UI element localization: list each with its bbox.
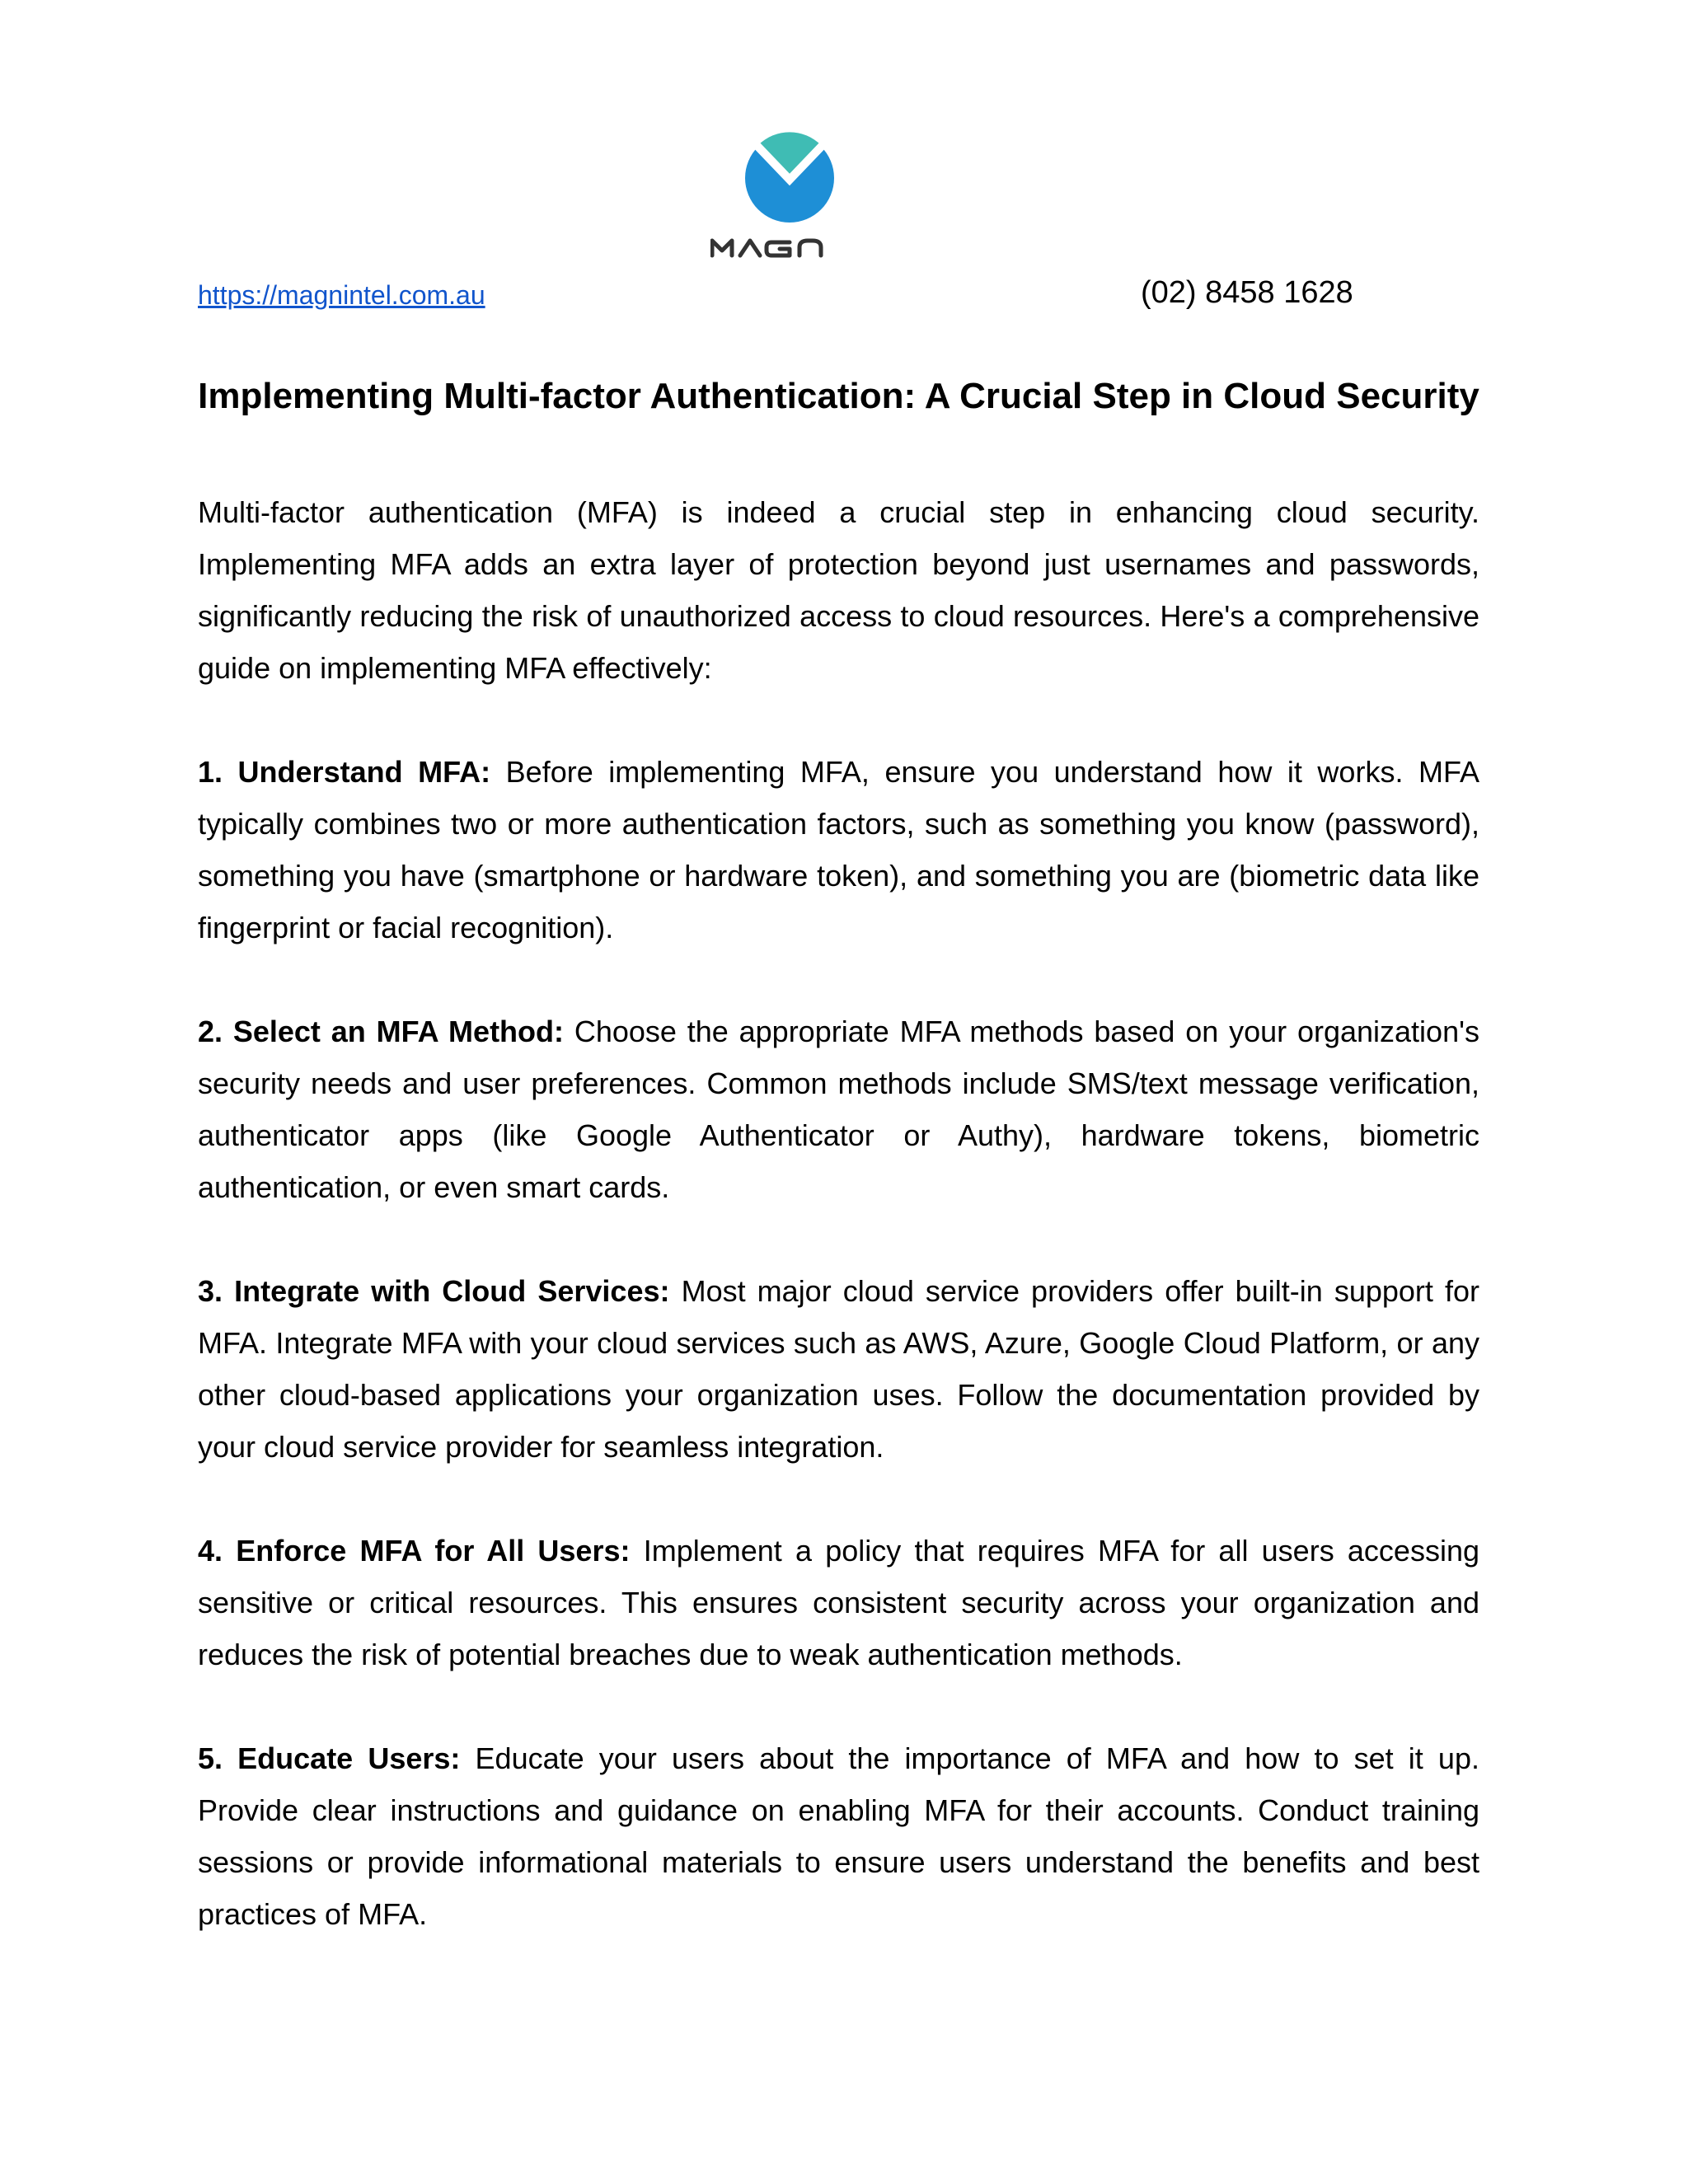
section-1 bbox=[198, 746, 1479, 954]
intro-paragraph: Multi-factor authentication (MFA) is indeed a crucial step in enhancing cloud security. Implementing MFA adds an extra layer of protection beyond just usernames and passwords, significantly reducing the risk of unauthorized access to cloud resources. Here's a comprehensive guide on implementing MFA effectively: bbox=[198, 495, 1479, 685]
section-text: Most major cloud service providers offer built-in support for MFA. Integrate MFA with your cloud services such as AWS, Azure, Google Cloud Platform, or any other cloud-based applications your organization uses. Follow the documentation provided by your cloud service provider for seamless integration. bbox=[198, 1274, 1479, 1464]
article-body bbox=[198, 486, 1479, 1992]
section-5 bbox=[198, 1732, 1479, 1940]
page-title: Implementing Multi-factor Authentication: A Crucial Step in Cloud Security bbox=[198, 376, 1479, 416]
section-heading: 3. Integrate with Cloud Services: bbox=[198, 1274, 670, 1308]
section-heading: 4. Enforce MFA for All Users: bbox=[198, 1534, 631, 1568]
section-2 bbox=[198, 1005, 1479, 1213]
section-4 bbox=[198, 1525, 1479, 1680]
section-text: Choose the appropriate MFA methods based on your organization's security needs and user preferences. Common methods include SMS/text message verification, authenticator apps (like Google Authenticator or Authy), hardware tokens, biometric authentication, or even smart cards. bbox=[198, 1015, 1479, 1204]
website-link[interactable]: https://magnintel.com.au bbox=[198, 280, 485, 310]
section-heading: 5. Educate Users: bbox=[198, 1741, 461, 1775]
section-text: Before implementing MFA, ensure you understand how it works. MFA typically combines two or more authentication factors, such as something you know (password), something you have (smartphone or hardware token), and something you are (biometric data like fingerprint or facial recognition). bbox=[198, 755, 1479, 944]
phone-number: (02) 8458 1628 bbox=[1141, 275, 1353, 310]
section-3 bbox=[198, 1265, 1479, 1473]
section-heading: 1. Understand MFA: bbox=[198, 755, 491, 789]
section-heading: 2. Select an MFA Method: bbox=[198, 1015, 565, 1048]
section-text: Implement a policy that requires MFA for all users accessing sensitive or critical resources. This ensures consistent security across your organization and reduces the risk of potential breaches due to weak authentication methods. bbox=[198, 1534, 1479, 1671]
magn-logo bbox=[710, 130, 869, 264]
section-text: Educate your users about the importance of MFA and how to set it up. Provide clear instructions and guidance on enabling MFA for their accounts. Conduct training sessions or provide informational materials to ensure users understand the benefits and best practices of MFA. bbox=[198, 1741, 1479, 1931]
